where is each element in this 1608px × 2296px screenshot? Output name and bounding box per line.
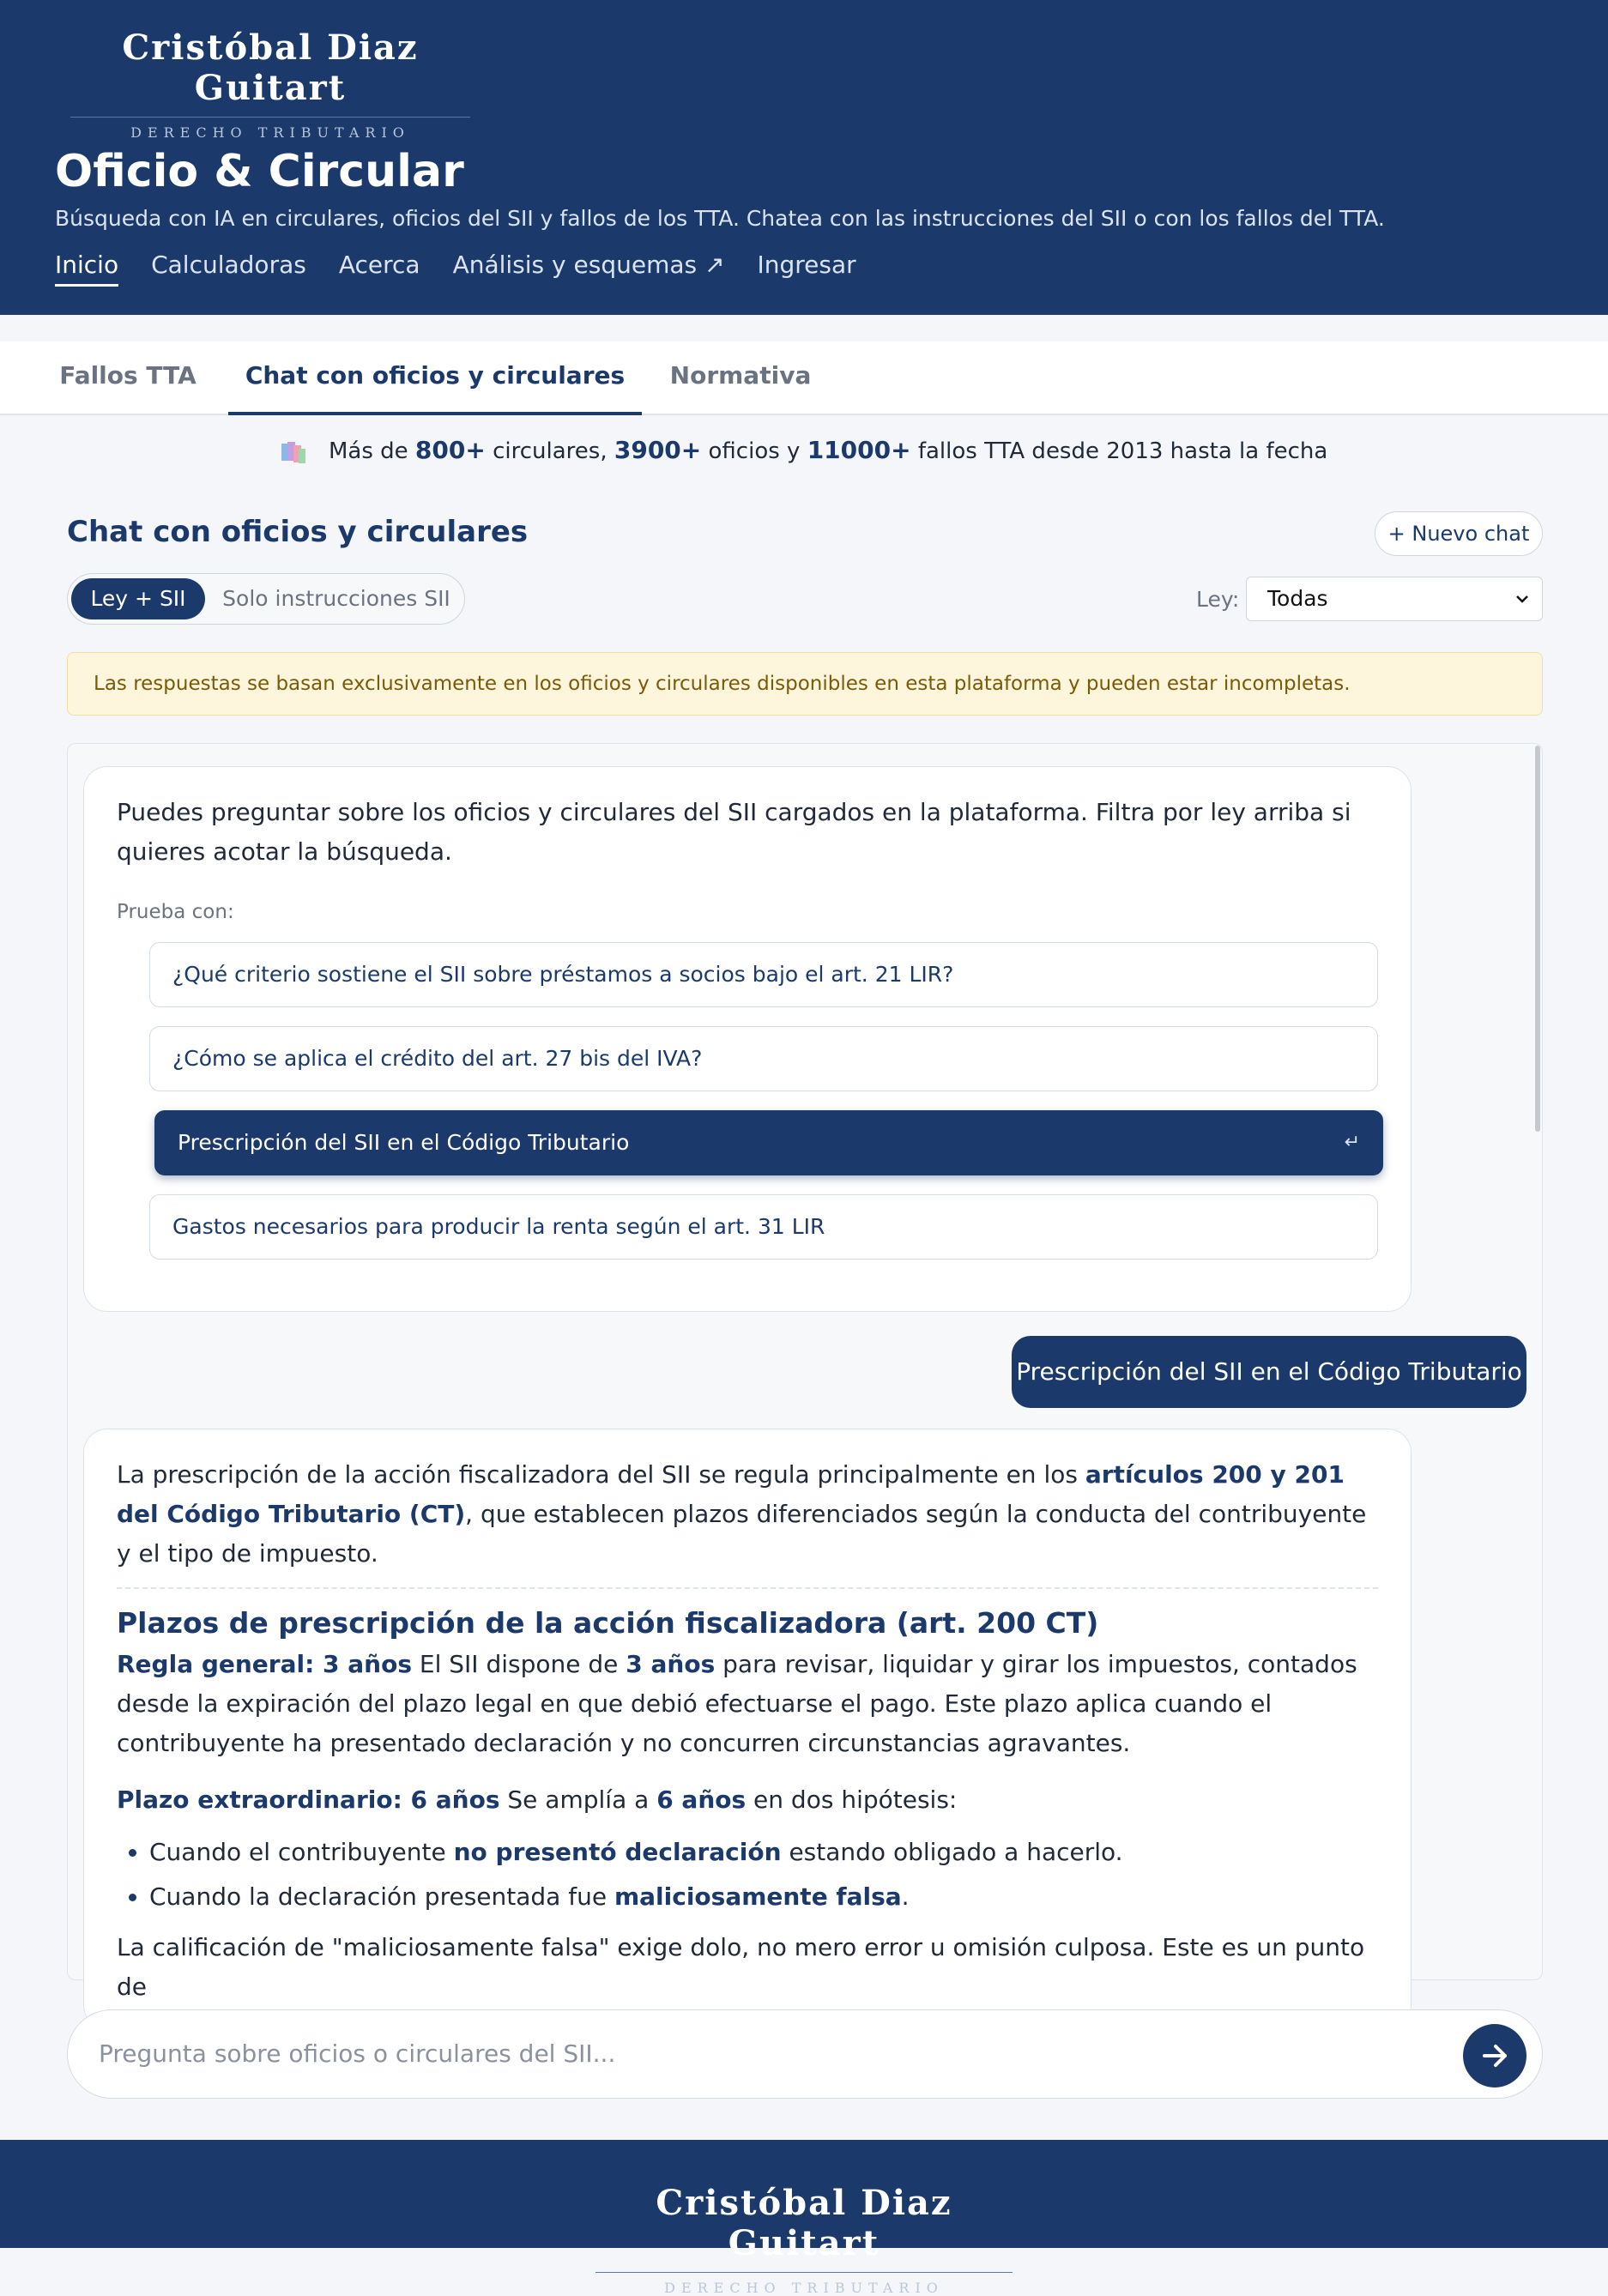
answer-paragraph — [117, 1780, 1378, 1820]
site-footer — [0, 2140, 1608, 2296]
answer-text: Cuando el contribuyente — [149, 1838, 454, 1866]
answer-divider — [117, 1587, 1378, 1589]
ley-select[interactable] — [1246, 577, 1543, 621]
answer-emphasis: artículos 200 y 201 del Código Tributario (CT) — [117, 1460, 1345, 1528]
answer-emphasis: maliciosamente falsa — [614, 1882, 902, 1911]
answer-text: estando obligado a hacerlo. — [781, 1838, 1123, 1866]
footer-brand-name: Cristóbal Diaz Guitart — [656, 2183, 952, 2263]
answer-text: Cuando la declaración presentada fue — [149, 1882, 614, 1911]
site-title: Oficio & Circular — [55, 146, 464, 197]
answer-emphasis: 6 años — [656, 1785, 747, 1814]
answer-text: Se amplía a — [499, 1785, 657, 1814]
answer-paragraph — [117, 1455, 1378, 1574]
enter-icon: ↵ — [1344, 1132, 1360, 1153]
answer-heading: Plazos de prescripción de la acción fiscalizadora (art. 200 CT) — [117, 1606, 1099, 1640]
stats-oficios-label: oficios y — [708, 438, 801, 464]
answer-text: . — [901, 1882, 910, 1911]
footer-logo[interactable] — [595, 2183, 1013, 2296]
answer-text: en dos hipótesis: — [746, 1785, 958, 1814]
answer-list — [149, 1830, 1378, 1919]
stats-oficios-count: 3900+ — [614, 436, 702, 464]
nav-acerca[interactable]: Acerca — [338, 251, 420, 279]
chat-input-placeholder: Pregunta sobre oficios o circulares del SII... — [99, 2039, 616, 2068]
answer-paragraph: La calificación de "maliciosamente falsa" exige dolo, no mero error u omisión culposa. Este es un punto de — [117, 1933, 1365, 2001]
stats-line — [0, 436, 1608, 464]
user-message: Prescripción del SII en el Código Tributario — [1012, 1336, 1526, 1408]
mode-toggle — [67, 573, 465, 625]
brand-name: Cristóbal Diaz Guitart — [122, 27, 419, 108]
ley-select-value: Todas — [1267, 586, 1328, 611]
suggestion-chip[interactable]: Gastos necesarios para producir la renta según el art. 31 LIR — [149, 1194, 1378, 1260]
brand-logo[interactable] — [70, 27, 470, 141]
stats-fallos-count: 11000+ — [807, 436, 911, 464]
answer-emphasis: Plazo extraordinario: 6 años — [117, 1785, 500, 1814]
answer-content — [117, 1455, 1378, 2007]
stats-fallos-label: fallos TTA desde 2013 hasta la fecha — [917, 438, 1328, 464]
new-chat-button[interactable]: + Nuevo chat — [1375, 511, 1543, 556]
footer-brand-divider — [595, 2272, 1013, 2273]
send-button[interactable] — [1463, 2024, 1526, 2088]
assistant-intro-message — [83, 766, 1412, 1312]
mode-ley-sii[interactable]: Ley + SII — [71, 578, 205, 619]
chat-messages[interactable] — [67, 743, 1543, 2001]
tabs-bar — [0, 341, 1608, 415]
answer-emphasis: Regla general: 3 años — [117, 1650, 412, 1678]
arrow-right-icon — [1463, 2024, 1526, 2088]
try-label: Prueba con: — [117, 901, 234, 923]
footer-brand-subtitle: DERECHO TRIBUTARIO — [664, 2280, 944, 2296]
list-item — [149, 1830, 1378, 1875]
tab-normativa[interactable]: Normativa — [669, 361, 812, 390]
answer-emphasis: no presentó declaración — [453, 1838, 782, 1866]
ley-label: Ley: — [1196, 587, 1240, 612]
list-item — [149, 1875, 1378, 1919]
disclaimer-notice: Las respuestas se basan exclusivamente en los oficios y circulares disponibles en esta plataforma y pueden estar incompletas. — [67, 652, 1543, 716]
answer-emphasis: 3 años — [626, 1650, 716, 1678]
books-icon — [281, 440, 306, 464]
answer-text: El SII dispone de — [412, 1650, 626, 1678]
stats-circulares-count: 800+ — [414, 436, 486, 464]
tab-chat-oficios[interactable]: Chat con oficios y circulares — [228, 341, 642, 415]
stats-circulares-label: circulares, — [493, 438, 608, 464]
answer-text: , que establecen plazos diferenciados según la conducta del contribuyente y el tipo de impuesto. — [117, 1500, 1367, 1568]
nav-inicio[interactable]: Inicio — [55, 251, 118, 287]
answer-text: para revisar, liquidar y girar los impuestos, contados desde la expiración del plazo legal en que debió efectuarse el pago. Este plazo aplica cuando el contribuyente ha presentado declaración y no concurren circunstancias agravantes. — [117, 1650, 1357, 1757]
suggestion-chip[interactable]: ¿Qué criterio sostiene el SII sobre préstamos a socios bajo el art. 21 LIR? — [149, 942, 1378, 1007]
suggestion-chip[interactable]: ¿Cómo se aplica el crédito del art. 27 bis del IVA? — [149, 1026, 1378, 1091]
answer-paragraph — [117, 1645, 1378, 1763]
assistant-answer-message — [83, 1429, 1412, 2029]
chevron-down-icon — [1514, 577, 1530, 636]
suggestion-chip-selected[interactable] — [154, 1110, 1383, 1175]
site-header — [0, 0, 1608, 315]
chat-input[interactable] — [67, 2009, 1543, 2099]
site-tagline: Búsqueda con IA en circulares, oficios del SII y fallos de los TTA. Chatea con las instrucciones del SII o con los fallos del TTA. — [55, 206, 1385, 231]
suggestion-label: Prescripción del SII en el Código Tributario — [178, 1130, 630, 1155]
intro-text: Puedes preguntar sobre los oficios y circulares del SII cargados en la plataforma. Filtra por ley arriba si quieres acotar la búsqueda. — [117, 798, 1351, 866]
nav-ingresar[interactable]: Ingresar — [757, 251, 856, 279]
nav-analisis[interactable]: Análisis y esquemas ↗ — [452, 251, 725, 279]
brand-divider — [70, 117, 470, 118]
chat-title: Chat con oficios y circulares — [67, 515, 529, 549]
mode-solo-sii[interactable]: Solo instrucciones SII — [222, 586, 450, 611]
chat-scrollbar[interactable] — [1535, 746, 1540, 1132]
stats-prefix: Más de — [328, 438, 408, 464]
main-nav — [55, 251, 856, 287]
brand-subtitle: DERECHO TRIBUTARIO — [130, 124, 410, 141]
answer-text: La prescripción de la acción fiscalizadora del SII se regula principalmente en los — [117, 1460, 1085, 1489]
tab-fallos-tta[interactable]: Fallos TTA — [59, 361, 196, 390]
nav-calculadoras[interactable]: Calculadoras — [151, 251, 306, 279]
